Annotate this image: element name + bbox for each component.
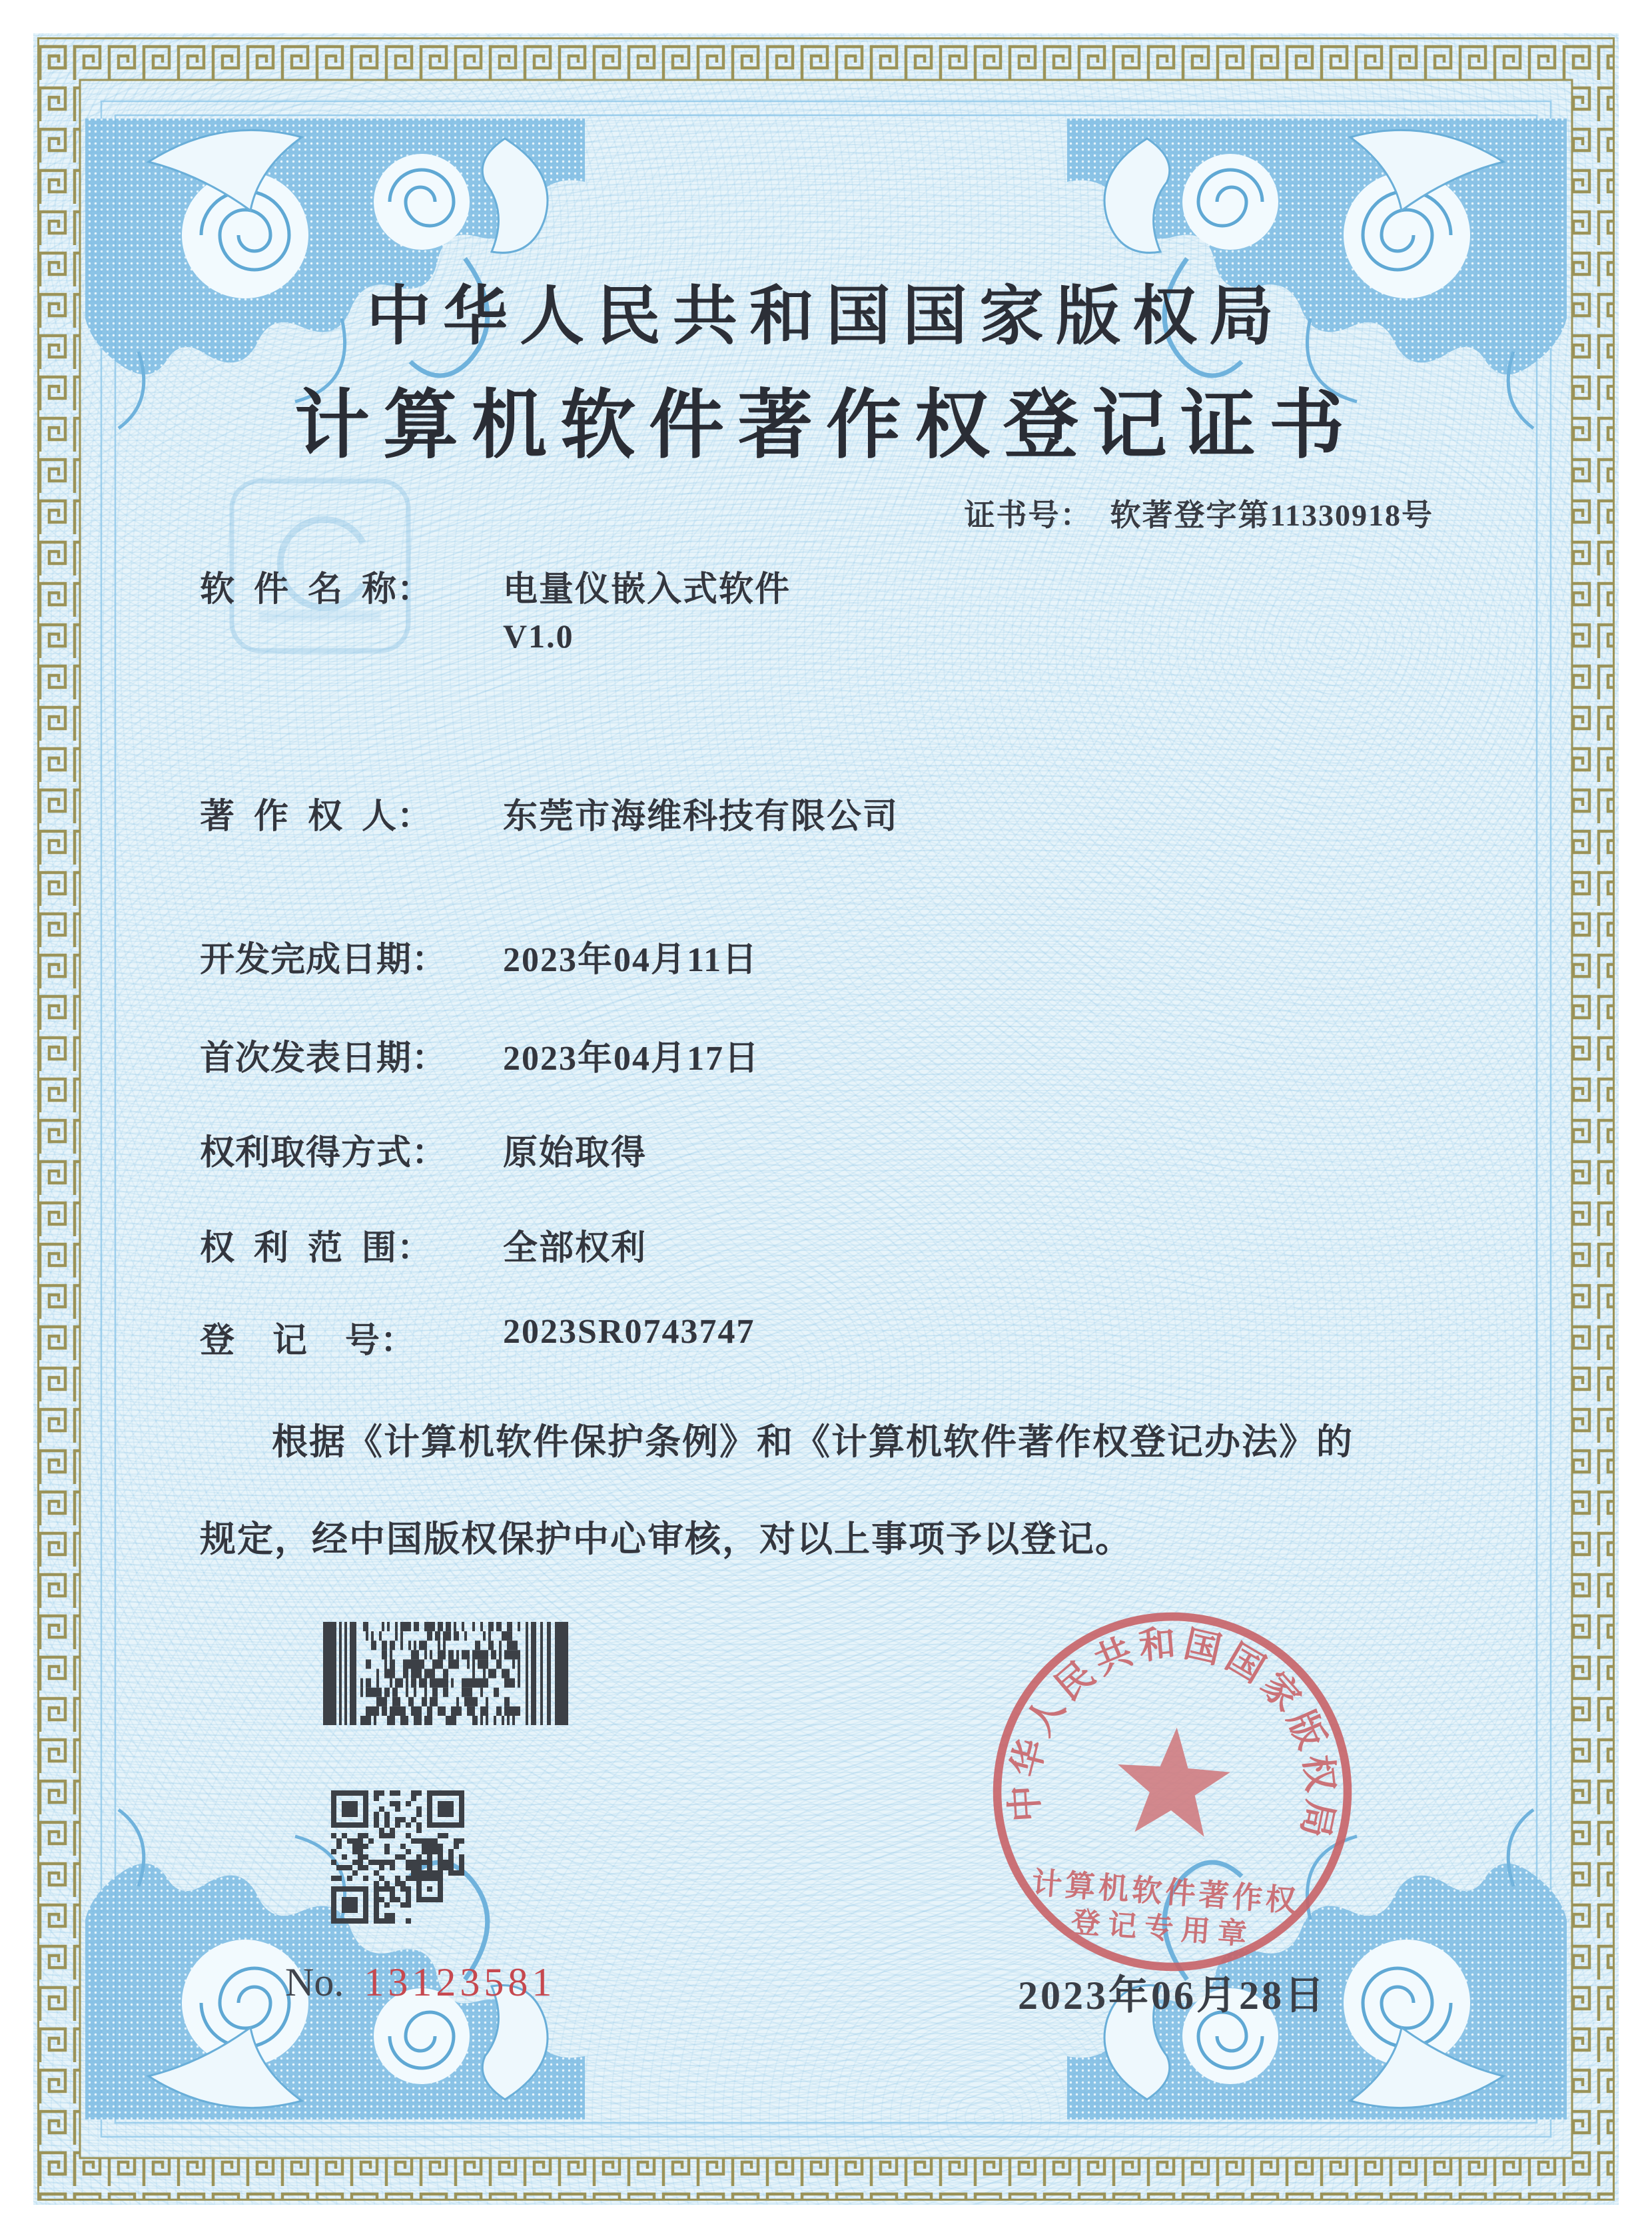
- field-registration-number: [200, 1312, 755, 1362]
- field-value: 东莞市海维科技有限公司: [503, 798, 899, 836]
- field-label: 软 件 名 称：: [200, 571, 433, 609]
- field-value: 全部权利: [503, 1230, 647, 1268]
- field-value: 2023年04月17日: [503, 1040, 761, 1078]
- field-first-publish-date: [200, 1030, 761, 1080]
- issue-date: 2023年06月28日: [1018, 1974, 1327, 2018]
- seal-line-1: 计算机软件著作权: [1031, 1866, 1300, 1918]
- field-value: 2023SR0743747: [503, 1313, 755, 1351]
- field-right-scope: [200, 1220, 647, 1270]
- field-label: 权 利 范 围：: [200, 1230, 433, 1268]
- software-version: V1.0: [503, 617, 574, 655]
- qr-code: [331, 1790, 464, 1924]
- field-value: 原始取得: [503, 1134, 647, 1172]
- certificate-number-line: [965, 491, 1434, 535]
- field-right-acquisition: [200, 1124, 647, 1174]
- pdf417-barcode: [323, 1622, 568, 1725]
- field-dev-complete-date: [200, 931, 759, 981]
- issuing-authority: 中华人民共和国国家版权局: [366, 281, 1286, 352]
- cert-no-value: 软著登字第11330918号: [1110, 498, 1434, 532]
- field-label: 开发完成日期：: [200, 941, 448, 979]
- field-copyright-holder: [200, 788, 899, 838]
- serial-number-line: [285, 1960, 556, 2006]
- serial-number: 13123581: [364, 1960, 556, 2004]
- field-software-name: [200, 561, 791, 611]
- field-label: 权利取得方式：: [200, 1134, 448, 1172]
- field-label: 首次发表日期：: [200, 1040, 448, 1078]
- official-seal: [979, 1599, 1366, 1985]
- seal-ring-text: 中华人民共和国国家版权局: [1003, 1623, 1342, 1846]
- certificate-title: 计算机软件著作权登记证书: [294, 384, 1358, 468]
- cert-no-label: 证书号：: [964, 498, 1092, 532]
- statement-line-2: 规定，经中国版权保护中心审核，对以上事项予以登记。: [200, 1519, 1132, 1559]
- statement-line-1: 根据《计算机软件保护条例》和《计算机软件著作权登记办法》的: [272, 1422, 1354, 1462]
- field-value: 2023年04月11日: [503, 941, 759, 979]
- field-value: 电量仪嵌入式软件: [503, 571, 791, 609]
- field-label: 著 作 权 人：: [200, 798, 433, 836]
- seal-line-2: 登记专用章: [1070, 1906, 1256, 1952]
- five-point-star: [1113, 1724, 1233, 1838]
- field-label: 登 记 号：: [200, 1322, 416, 1360]
- serial-label: No.: [285, 1960, 344, 2004]
